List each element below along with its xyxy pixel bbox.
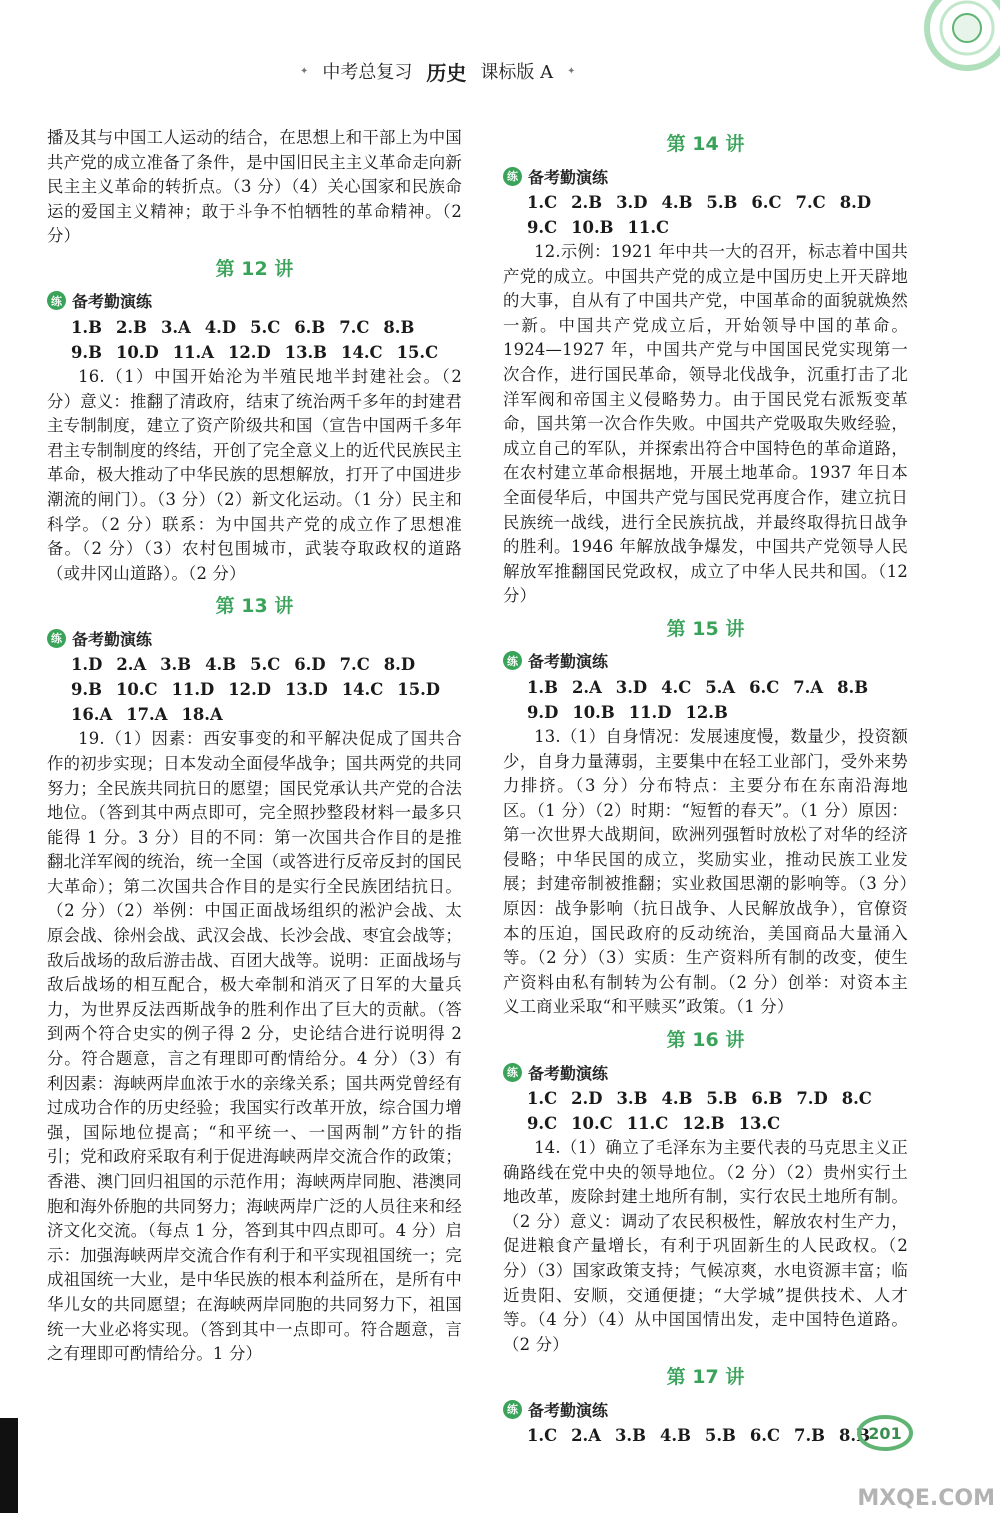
answer-item: 9.B (71, 680, 102, 700)
answer-item: 13.B (284, 342, 328, 362)
answer-item: 5.C (250, 317, 281, 337)
answer-item: 3.B (160, 655, 192, 675)
answer-item: 5.B (706, 1089, 738, 1109)
section-label: 备考勤演练 (528, 167, 609, 187)
answer-item: 2.B (115, 317, 147, 337)
answer-item: 3.D (616, 193, 648, 212)
answer-item: 14.C (341, 680, 384, 700)
answer-item: 4.C (661, 677, 692, 697)
answer-item: 7.D (796, 1089, 828, 1109)
answer-item: 6.B (751, 1089, 783, 1109)
answer-item: 6.B (294, 317, 326, 337)
question-12-answer: 12.示例：1921 年中共一大的召开，标志着中国共产党的成立。中国共产党的成立是中国历史上开天辟地的大事，自从有了中国共产党，中国革命的面貌就焕然一新。中国共产党成立后，开始领导中国的革命。1924—1927 年，中国共产党与中国国民党实现第一次合作，进行国民革命，领导北伐战争，沉重打击了北洋军阀和帝国主义侵略势力。由于国民党右派叛变革命，国共第一次合作失败。中国共产党吸取失败经验，成立自己的军队，并探索出符合中国特色的革命道路，在农村建立革命根据地，开展土地革命。1937 年日本全面侵华后，中国共产党与国民党再度合作，建立抗日民族统一战线，进行全民族抗战，并最终取得抗日战争的胜利。1946 年解放战争爆发，中国共产党领导人民解放军推翻国民党政权，成立了中华人民共和国。（12 分） (503, 242, 908, 606)
section-label: 备考勤演练 (528, 1400, 609, 1420)
answer-item: 12.D (228, 680, 271, 700)
edition-label: 课标版 A (480, 62, 554, 83)
question-19-answer: 19.（1）因素：西安事变的和平解决促成了国共合作的初步实现；日本发动全面侵华战争；国共两党的共同努力；全民族共同抗日的愿望；国民党承认共产党的合法地位。（答到其中两点即可，完全照抄整段材料一最多只能得 1 分。3 分）目的不同：第一次国共合作目的是推翻北洋军阀的统治，统一全国（或答进行反帝反封的国民大革命）；第二次国共合作目的是实行全民族团结抗日。（2 分）（2）举例：中国正面战场组织的淞沪会战、太原会战、徐州会战、武汉会战、长沙会战、枣宜会战等；敌后战场的敌后游击战、百团大战等。说明：正面战场与敌后战场的相互配合，极大牵制和消灭了日军的大量兵力，为世界反法西斯战争的胜利作出了巨大的贡献。（答到两个符合史实的例子得 2 分，史论结合进行说明得 2 分。符合题意，言之有理即可酌情给分。4 分）（3）有利因素：海峡两岸血浓于水的亲缘关系；国共两党曾经有过成功合作的历史经验；我国实行改革开放，综合国力增强，国际地位提高；“和平统一、一国两制”方针的指引；党和政府采取有利于促进海峡两岸交流合作的政策；香港、澳门回归祖国的示范作用；海峡两岸同胞、港澳同胞和海外侨胞的共同努力；海峡两岸广泛的人员往来和经济文化交流。（每点 1 分，答到其中四点即可。4 分）启示：加强海峡两岸交流合作有利于和平实现祖国统一；完成祖国统一大业，是中华民族的根本利益所在，是所有中华儿女的共同愿望；在海峡两岸同胞的共同努力下，祖国统一大业必将实现。（答到其中一点即可。符合题意，言之有理即可酌情给分。1 分） (47, 729, 462, 1364)
answer-item: 16.A (71, 705, 113, 725)
scan-edge-bar (0, 1418, 18, 1513)
page-header (300, 57, 720, 85)
answer-list-16 (503, 1086, 908, 1136)
section-bullet-icon: 练 (47, 291, 66, 310)
answer-item: 1.B (527, 677, 558, 697)
section-bullet-icon: 练 (503, 167, 522, 186)
answer-item: 11.D (628, 702, 672, 722)
section-label: 备考勤演练 (528, 1063, 609, 1083)
answer-item: 8.C (841, 1089, 872, 1109)
answer-list-15 (503, 675, 908, 725)
answer-item: 1.C (527, 193, 558, 212)
answer-item: 5.C (250, 655, 281, 675)
answer-item: 7.A (793, 677, 824, 697)
answer-item: 14.C (341, 342, 383, 362)
answer-item: 10.C (115, 680, 158, 700)
answer-item: 2.B (571, 193, 603, 212)
ornament-icon: ✦ (300, 65, 309, 77)
answer-item: 4.B (661, 193, 693, 212)
answer-item: 15.C (396, 342, 439, 362)
section-header (503, 647, 908, 675)
answer-item: 8.D (383, 655, 416, 675)
section-header (503, 1058, 908, 1086)
answer-item: 3.B (616, 1089, 648, 1109)
answer-item: 13.C (738, 1114, 781, 1134)
book-title: 中考总复习 (322, 62, 413, 83)
section-bullet-icon: 练 (47, 629, 66, 648)
answer-item: 13.D (285, 680, 328, 700)
answer-item: 17.A (126, 705, 168, 725)
answer-item: 2.D (571, 1089, 603, 1109)
section-bullet-icon: 练 (503, 1063, 522, 1082)
answer-item: 1.B (71, 317, 102, 337)
lecture-16-title: 第 16 讲 (666, 1029, 745, 1052)
lecture-15-title: 第 15 讲 (666, 617, 745, 640)
answer-item: 7.B (794, 1426, 826, 1446)
answer-item: 5.A (705, 677, 736, 697)
answer-item: 11.D (171, 680, 215, 700)
answer-item: 12.B (685, 702, 728, 722)
answer-item: 9.C (527, 218, 558, 237)
answer-item: 3.B (614, 1426, 646, 1446)
question-16-answer: 16.（1）中国开始沦为半殖民地半封建社会。（2 分）意义：推翻了清政府，结束了统治两千多年的封建君主专制制度，建立了资产阶级共和国（宣告中国两千多年君主专制制度的终结，开创了完全意义上的近代民族民主革命，极大推动了中华民族的思想解放，打开了中国进步潮流的闸门）。（3 分）（2）新文化运动。（1 分）民主和科学。（2 分）联系：为中国共产党的成立作了思想准备。（2 分）（3）农村包围城市，武装夺取政权的道路（或井冈山道路）。（2 分） (47, 366, 462, 583)
section-label: 备考勤演练 (72, 629, 153, 649)
subject-title: 历史 (426, 60, 467, 85)
answer-item: 1.C (527, 1426, 558, 1446)
answer-item: 7.C (795, 193, 826, 212)
answer-item: 18.A (181, 705, 223, 725)
section-label: 备考勤演练 (72, 292, 153, 312)
section-header (47, 624, 462, 652)
lecture-14-title: 第 14 讲 (666, 133, 745, 155)
question-13-answer: 13.（1）自身情况：发展速度慢，数量少，投资额少，自身力量薄弱，主要集中在轻工业部门，受外来势力排挤。（3 分）分布特点：主要分布在东南沿海地区。（1 分）（2）时期：“短暂的春天”。（1 分）原因：第一次世界大战期间，欧洲列强暂时放松了对华的经济侵略；中华民国的成立，奖励实业，推动民族工业发展；封建帝制被推翻；实业救国思潮的影响等。（3 分）原因：战争影响（抗日战争、人民解放战争），官僚资本的压迫，国民政府的反动统治，美国商品大量涌入等。（2 分）（3）实质：生产资料所有制的改变，使生产资料由私有制转为公有制。（2 分）创举：对资本主义工商业采取“和平赎买”政策。（1 分） (503, 726, 908, 1017)
answer-item: 9.B (71, 342, 102, 362)
answer-item: 10.C (571, 1114, 613, 1134)
right-column (503, 126, 908, 1448)
answer-item: 11.C (626, 1114, 669, 1134)
answer-item: 2.A (571, 677, 602, 697)
answer-item: 11.A (172, 342, 214, 362)
section-header (503, 162, 908, 190)
watermark-text: MXQE.COM (857, 1486, 995, 1511)
answer-item: 3.A (160, 317, 191, 337)
section-bullet-icon: 练 (503, 651, 522, 670)
answer-list-12 (47, 315, 462, 365)
answer-item: 6.C (749, 677, 780, 697)
answer-item: 2.A (571, 1426, 601, 1446)
answer-item: 8.B (837, 677, 869, 697)
intro-paragraph: 播及其与中国工人运动的结合，在思想上和干部上为中国共产党的成立准备了条件，是中国旧民主主义革命走向新民主主义革命的转折点。（3 分）（4）关心国家和民族命运的爱国主义精神；敢于斗争不怕牺牲的革命精神。（2 分） (47, 128, 462, 246)
answer-item: 5.B (706, 193, 738, 212)
lecture-13-title: 第 13 讲 (215, 595, 294, 618)
answer-item: 4.B (659, 1426, 691, 1446)
answer-item: 2.A (116, 655, 147, 675)
page-number: 201 (868, 1424, 902, 1443)
answer-item: 6.C (751, 193, 782, 212)
corner-seal-icon (905, 0, 1000, 95)
answer-item: 9.D (527, 702, 559, 722)
answer-item: 5.B (704, 1426, 736, 1446)
answer-item: 7.C (339, 317, 370, 337)
answer-item: 8.B (383, 317, 415, 337)
answer-item: 10.B (571, 218, 614, 237)
ornament-icon: ✦ (567, 65, 576, 77)
answer-item: 4.B (661, 1089, 693, 1109)
section-header (47, 287, 462, 315)
answer-item: 7.C (339, 655, 370, 675)
answer-list-13 (47, 652, 462, 727)
answer-item: 6.D (294, 655, 326, 675)
answer-item: 1.D (71, 655, 103, 675)
answer-item: 12.B (682, 1114, 725, 1134)
left-column (47, 126, 462, 1367)
answer-list-14 (503, 190, 908, 240)
section-bullet-icon: 练 (503, 1400, 522, 1419)
answer-item: 8.B (839, 1426, 870, 1446)
answer-item: 6.C (749, 1426, 781, 1446)
question-14-answer: 14.（1）确立了毛泽东为主要代表的马克思主义正确路线在党中央的领导地位。（2 分）（2）贵州实行土地改革，废除封建土地所有制，实行农民土地所有制。（2 分）意义：调动了农民积极性，解放农村生产力，促进粮食产量增长，有利于巩固新生的人民政权。（2 分）（3）国家政策支持；气候凉爽，水电资源丰富；临近贵阳、安顺，交通便捷；“大学城”提供技术、人才等。（4 分）（4）从中国国情出发，走中国特色道路。（2 分） (503, 1138, 908, 1354)
answer-item: 11.C (627, 218, 670, 237)
answer-item: 12.D (227, 342, 271, 362)
answer-item: 9.C (527, 1114, 558, 1134)
answer-item: 4.B (205, 655, 237, 675)
answer-item: 10.B (572, 702, 615, 722)
answer-item: 1.C (527, 1089, 558, 1109)
lecture-12-title: 第 12 讲 (215, 257, 294, 280)
lecture-17-title: 第 17 讲 (666, 1366, 745, 1389)
answer-item: 15.D (397, 680, 441, 700)
answer-item: 3.D (615, 677, 648, 697)
answer-item: 10.D (115, 342, 159, 362)
answer-item: 8.D (839, 193, 872, 212)
answer-item: 4.D (204, 317, 237, 337)
section-label: 备考勤演练 (528, 652, 609, 672)
watermark-logo (845, 1395, 1000, 1513)
